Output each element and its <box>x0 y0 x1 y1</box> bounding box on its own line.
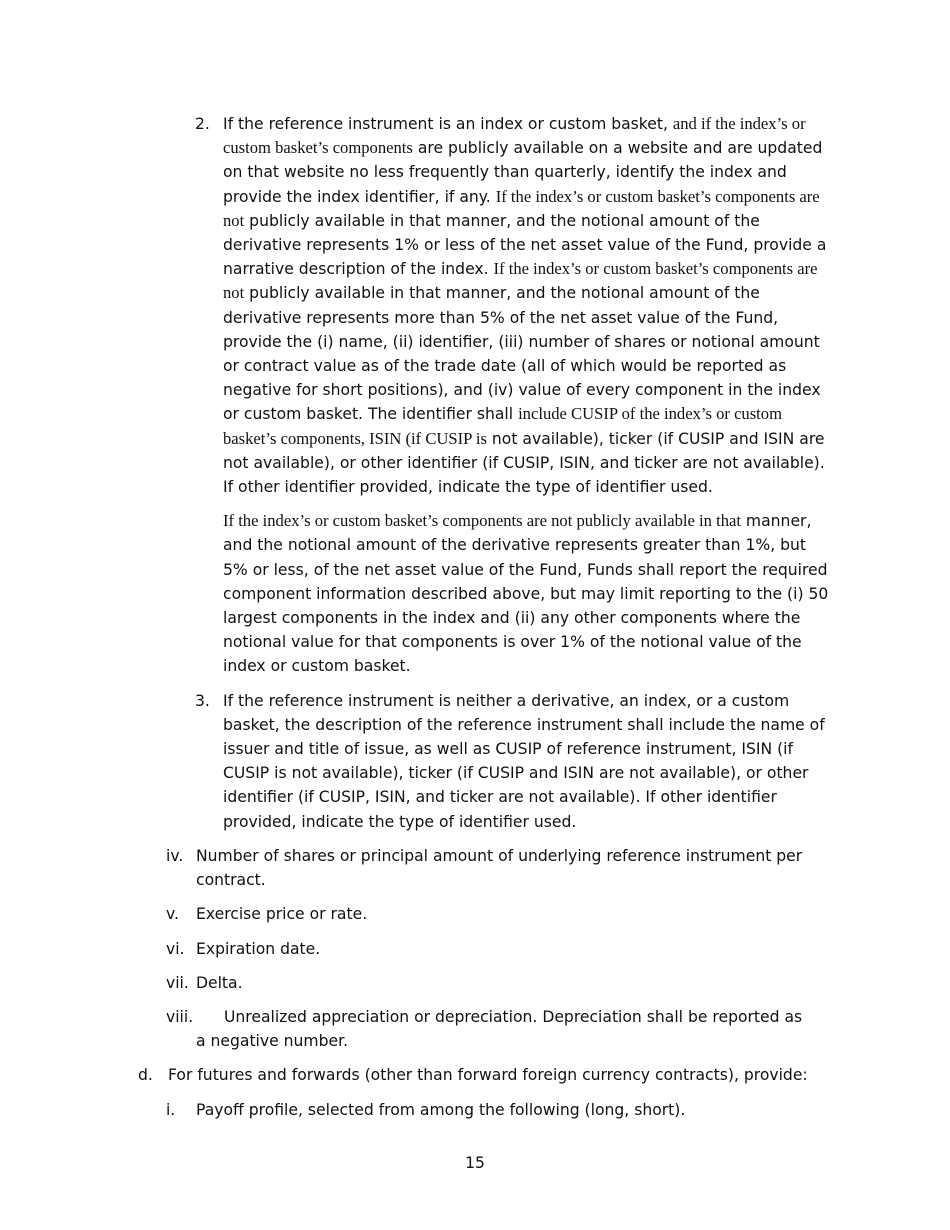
text-run: If the reference instrument is an index or custom basket, <box>223 115 673 133</box>
list-marker: iv. <box>166 846 184 865</box>
list-item-vi <box>166 937 816 961</box>
list-item-text: For futures and forwards (other than forward foreign currency contracts), provide: <box>168 1066 808 1085</box>
list-marker: d. <box>138 1066 153 1085</box>
list-marker: viii. <box>166 1007 194 1026</box>
list-item-text: Expiration date. <box>196 939 321 958</box>
text-run-serif: and if the index’s or custom basket’s components <box>223 114 806 158</box>
document-page <box>0 112 950 1122</box>
list-item-vii <box>166 971 816 995</box>
list-item-text <box>223 112 835 499</box>
text-run-serif: If the index’s or custom basket’s components are not publicly available in that <box>223 511 741 531</box>
list-marker: vii. <box>166 973 189 992</box>
list-marker: vi. <box>166 939 185 958</box>
list-item-2 <box>195 112 835 499</box>
list-item-text: Delta. <box>196 973 243 992</box>
text-run: manner, and the notional amount of the derivative represents greater than 1%, but 5% or less, of the net asset value of the Fund, Funds shall report the required component information described above, but may limit reporting to the (i) 50 largest components in the index and (ii) any other components where the notional value for that components is over 1% of the notional value of the index or custom basket. <box>223 512 829 676</box>
list-item-text: Number of shares or principal amount of underlying reference instrument per contract. <box>196 846 803 890</box>
list-item-text: Exercise price or rate. <box>196 905 368 924</box>
list-marker: 2. <box>195 115 210 133</box>
text-run: are publicly available on a website and are updated on that website no less frequently than quarterly, identify the index and provide the index identifier, if any. <box>223 139 823 206</box>
text-run-serif: include CUSIP of the index’s or custom basket’s components, ISIN (if CUSIP is <box>223 404 782 448</box>
text-run: publicly available in that manner, and the notional amount of the derivative represents more than 5% of the net asset value of the Fund, provide the (i) name, (ii) identifier, (iii) number of shares or notional amount or contract value as of the trade date (all of which would be reported as negative for short positions), and (iv) value of every component in the index or custom basket. The identifier shall <box>223 284 821 424</box>
list-marker: i. <box>166 1100 176 1119</box>
list-item-text: If the reference instrument is neither a derivative, an index, or a custom basket, the description of the reference instrument shall include the name of issuer and title of issue, as well as CUSIP of reference instrument, ISIN (if CUSIP is not available), ticker (if CUSIP and ISIN are not available), or other identifier (if CUSIP, ISIN, and ticker are not available). If other identifier provided, indicate the type of identifier used. <box>223 691 825 831</box>
list-item-i <box>166 1098 816 1122</box>
list-item-v <box>166 902 816 926</box>
list-marker: v. <box>166 905 179 924</box>
text-run-serif: If the index’s or custom basket’s components are not <box>223 259 818 303</box>
item-2-continuation-paragraph <box>223 509 835 678</box>
list-item-text: Unrealized appreciation or depreciation. Depreciation shall be reported as a negative number. <box>196 1007 803 1051</box>
text-run-serif: If the index’s or custom basket’s components are not <box>223 186 820 230</box>
page-number: 15 <box>465 1154 485 1172</box>
list-item-viii <box>166 1005 816 1053</box>
list-item-text: Payoff profile, selected from among the following (long, short). <box>196 1100 686 1119</box>
list-item-iv <box>166 844 816 892</box>
list-item-3 <box>195 689 835 834</box>
text-run: not available), ticker (if CUSIP and ISIN are not available), or other identifier (if CUSIP, ISIN, and ticker are not available). If other identifier provided, indicate the type of identifier used. <box>223 429 825 497</box>
text-run: publicly available in that manner, and the notional amount of the derivative represents 1% or less of the net asset value of the Fund, provide a narrative description of the index. <box>223 211 827 279</box>
list-marker: 3. <box>195 691 210 710</box>
list-item-d <box>138 1063 818 1087</box>
